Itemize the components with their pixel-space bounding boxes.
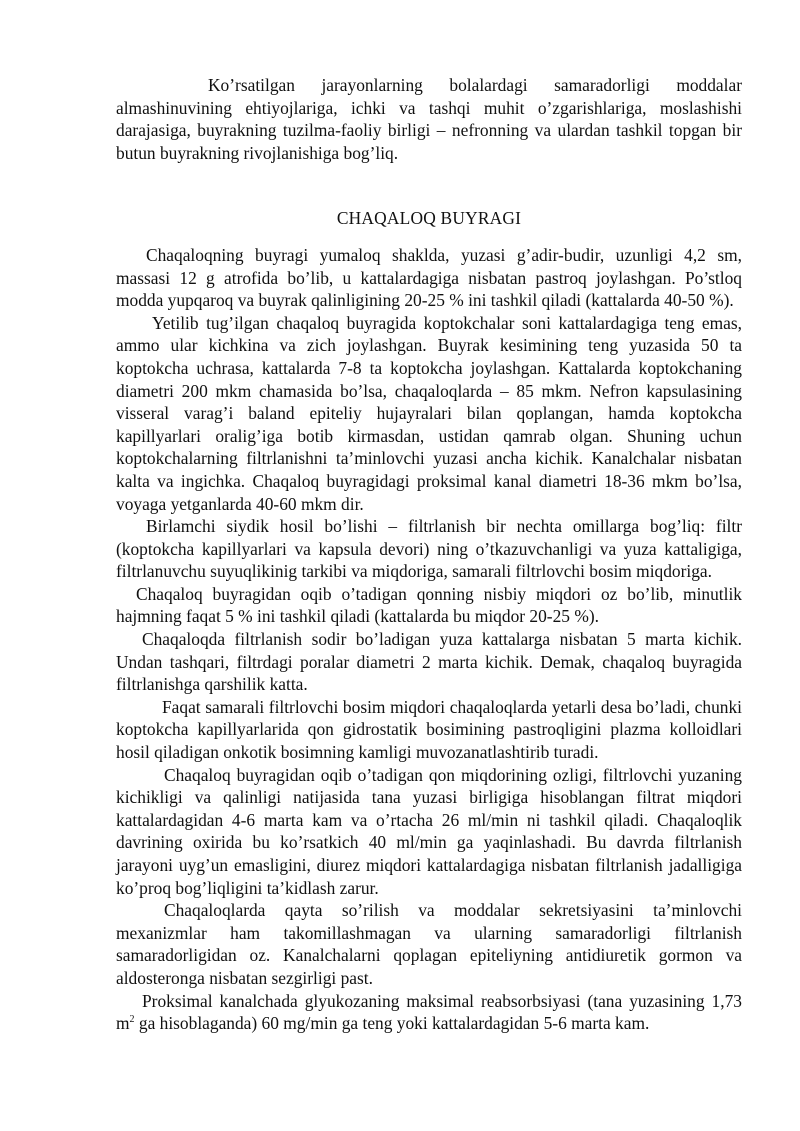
paragraph-6: Faqat samarali filtrlovchi bosim miqdori chaqaloqlarda yetarli desa bo’ladi, chunki koptokcha kapillyarlarida qon gidrostatik bosimining pastroqligini plazma kolloidlari hosil qiladigan onkotik bosimning kamligi muvozanatlashtirib turadi.: [116, 696, 742, 763]
paragraph-9-end: ga hisoblaganda) 60 mg/min ga teng yoki kattalardagidan 5-6 marta kam.: [134, 1013, 650, 1034]
paragraph-1: Chaqaloqning buyragi yumaloq shaklda, yuzasi g’adir-budir, uzunligi 4,2 sm, massasi 12 g atrofida bo’lib, u kattalardagiga nisbatan pastroq joylashgan. Po’stloq modda yupqaroq va buyrak qalinligining 20-25 % ini tashkil qiladi (kattalarda 40-50 %).: [116, 244, 742, 311]
paragraph-9-start: Proksimal kanalchada glyukozaning maksimal reabsorbsiyasi (tana yuzasining 1,73 m: [116, 990, 742, 1034]
paragraph-8: Chaqaloqlarda qayta so’rilish va moddalar sekretsiyasini ta’minlovchi mexanizmlar ham takomillashmagan va ularning samaradorligi filtrlanish samaradorligidan oz. Kanalchalarni qoplagan epiteliyning antidiuretik gormon va aldosteronga nisbatan sezgirligi past.: [116, 900, 742, 988]
paragraph-7: Chaqaloq buyragidan oqib o’tadigan qon miqdorining ozligi, filtrlovchi yuzaning kichikligi va qalinligi natijasida tana yuzasi birligiga hisoblangan filtrat miqdori kattalardagidan 4-6 marta kam va o’rtacha 26 ml/min ni tashkil qiladi. Chaqaloqlik davrining oxirida bu ko’rsatkich 40 ml/min ga yaqinlashadi. Bu davrda filtrlanish jarayoni uyg’un emasligini, diurez miqdori kattalardagiga nisbatan filtrlanish jadalligiga ko’proq bog’liqligini ta’kidlash zarur.: [116, 764, 742, 898]
paragraph-2: Yetilib tug’ilgan chaqaloq buyragida koptokchalar soni kattalardagiga teng emas, ammo ular kichkina va zich joylashgan. Buyrak kesimining teng yuzasida 50 ta koptokcha uchrasa, kattalarda 7-8 ta koptokcha joylashgan. Kattalarda koptokchaning diametri 200 mkm chamasida bo’lsa, chaqaloqlarda – 85 mkm. Nefron kapsulasining visseral varag’i baland epiteliy hujayralari bilan qoplangan, hamda koptokcha kapillyarlari oralig’iga botib kirmasdan, ustidan qamrab olgan. Shuning uchun koptokchalarning filtrlanishni ta’minlovchi yuzasi ancha kichik. Kanalchalar nisbatan kalta va ingichka. Chaqaloq buyragidagi proksimal kanal diametri 18-36 mkm bo’lsa, voyaga yetganlarda 40-60 mkm dir.: [116, 312, 742, 514]
paragraph-3: Birlamchi siydik hosil bo’lishi – filtrlanish bir nechta omillarga bog’liq: filtr (koptokcha kapillyarlari va kapsula devori) ning o’tkazuvchanligi va yuza kattaligiga, filtrlanuvchu suyuqlikinig tarkibi va miqdoriga, samarali filtrlovchi bosim miqdoriga.: [116, 516, 742, 582]
intro-paragraph: Ko’rsatilgan jarayonlarning bolalardagi samaradorligi moddalar almashinuvining ehtiyojlariga, ichki va tashqi muhit o’zgarishlariga, moslashishi darajasiga, buyrakning tuzilma-faoliy birligi – nefronning va ulardan tashkil topgan bir butun buyrakning rivojlanishiga bog’liq.: [116, 75, 742, 163]
section-title: CHAQALOQ BUYRAGI: [336, 208, 522, 229]
paragraph-9: [116, 990, 742, 1035]
paragraph-4: Chaqaloq buyragidan oqib o’tadigan qonning nisbiy miqdori oz bo’lib, minutlik hajmning faqat 5 % ini tashkil qiladi (kattalarda bu miqdor 20-25 %).: [116, 583, 742, 627]
superscript-2: 2: [129, 1014, 135, 1026]
paragraph-5: Chaqaloqda filtrlanish sodir bo’ladigan yuza kattalarga nisbatan 5 marta kichik. Undan tashqari, filtrdagi poralar diametri 2 marta kichik. Demak, chaqaloq buyragida filtrlanishga qarshilik katta.: [116, 629, 742, 695]
